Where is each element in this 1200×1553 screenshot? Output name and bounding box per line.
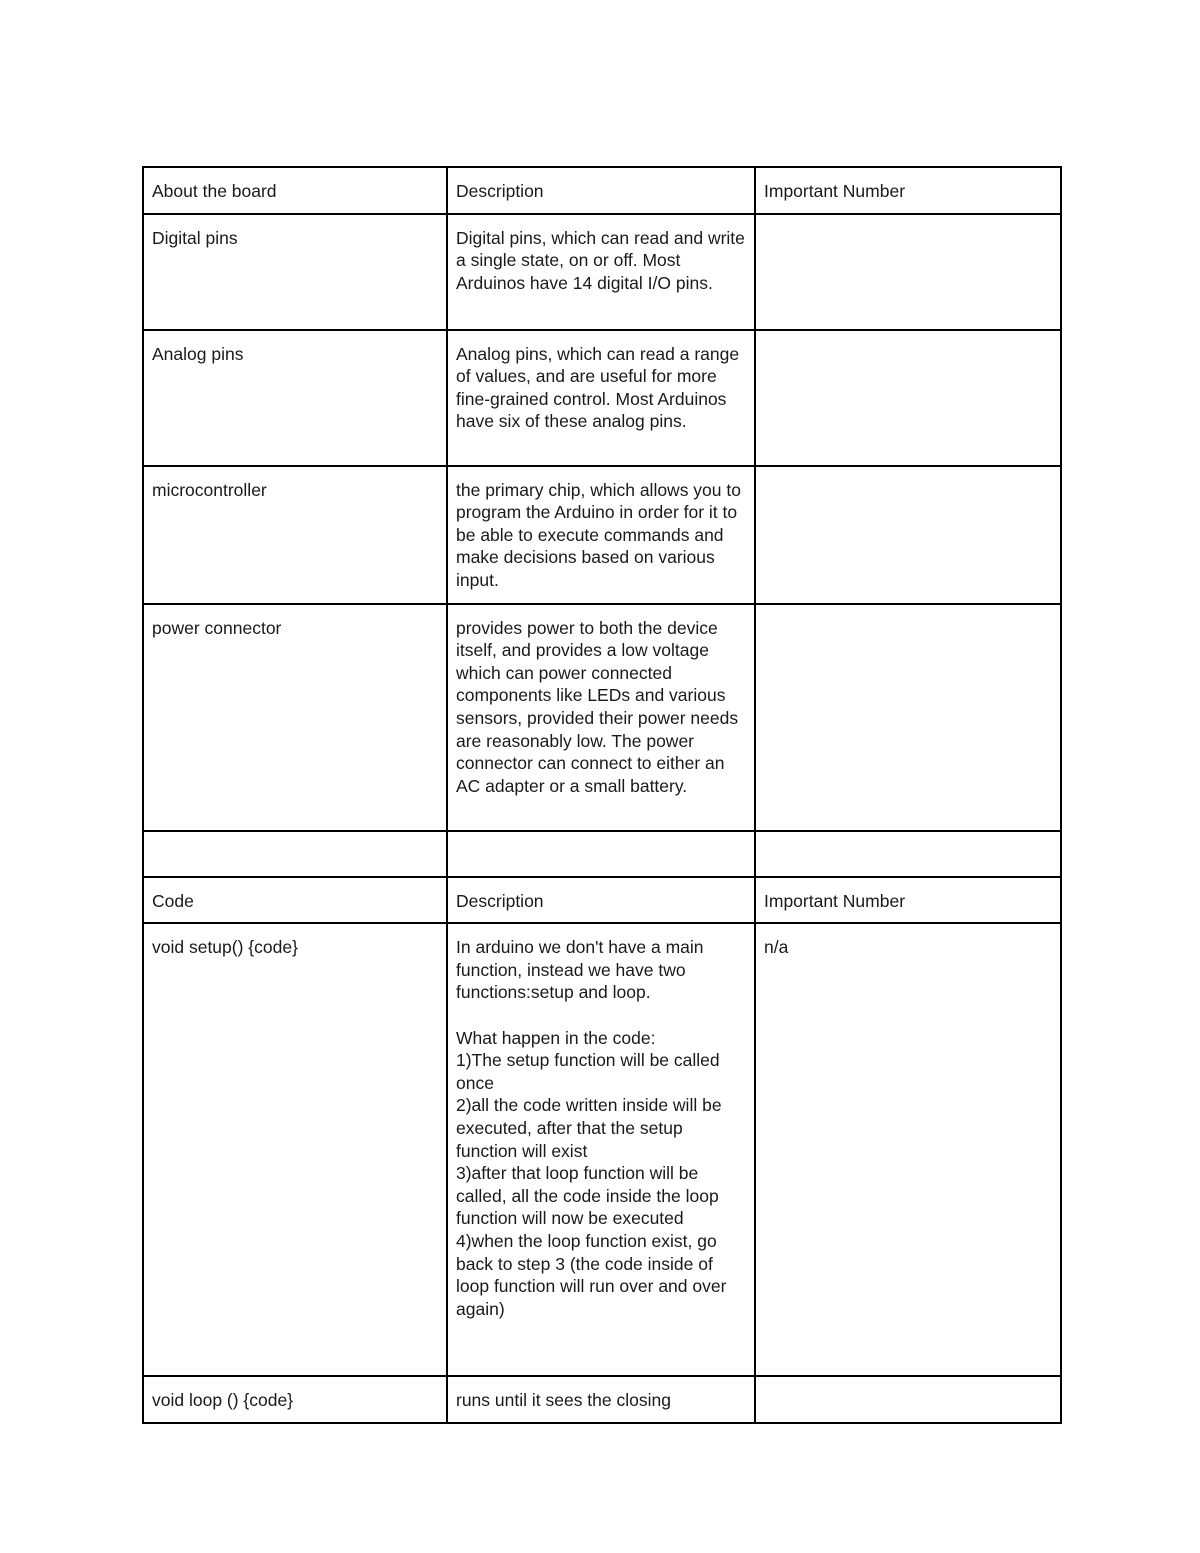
item-analog-pins: Analog pins: [143, 330, 447, 466]
header-description: Description: [447, 877, 755, 924]
important-number-cell: [755, 214, 1061, 330]
table-row: [143, 214, 1061, 330]
code-header-row: [143, 877, 1061, 924]
description-cell: the primary chip, which allows you to program the Arduino in order for it to be able to execute commands and make decisions based on various input.: [447, 466, 755, 604]
item-void-setup: void setup() {code}: [143, 923, 447, 1376]
header-description: Description: [447, 167, 755, 214]
important-number-cell: [755, 1376, 1061, 1423]
item-void-loop: void loop () {code}: [143, 1376, 447, 1423]
table-row: [143, 330, 1061, 466]
board-header-row: [143, 167, 1061, 214]
empty-cell: [755, 831, 1061, 877]
header-about-the-board: About the board: [143, 167, 447, 214]
table-row: [143, 466, 1061, 604]
empty-cell: [143, 831, 447, 877]
description-cell: In arduino we don't have a main function, instead we have two functions:setup and loop. What happen in the code: 1)The setup function will be called once 2)all the code written inside will be executed, after that the setup function will exist 3)after that loop function will be called, all the code inside the loop function will now be executed 4)when the loop function exist, go back to step 3 (the code inside of loop function will run over and over again): [447, 923, 755, 1376]
header-code: Code: [143, 877, 447, 924]
item-digital-pins: Digital pins: [143, 214, 447, 330]
table-row: [143, 923, 1061, 1376]
important-number-cell: [755, 466, 1061, 604]
empty-cell: [447, 831, 755, 877]
header-important-number: Important Number: [755, 167, 1061, 214]
arduino-notes-table: [142, 166, 1062, 1424]
table-row: [143, 604, 1061, 831]
important-number-cell: [755, 604, 1061, 831]
description-cell: Digital pins, which can read and write a single state, on or off. Most Arduinos have 14 digital I/O pins.: [447, 214, 755, 330]
table-row: [143, 1376, 1061, 1423]
header-important-number: Important Number: [755, 877, 1061, 924]
description-cell: provides power to both the device itself, and provides a low voltage which can power connected components like LEDs and various sensors, provided their power needs are reasonably low. The power connector can connect to either an AC adapter or a small battery.: [447, 604, 755, 831]
important-number-cell: n/a: [755, 923, 1061, 1376]
empty-spacer-row: [143, 831, 1061, 877]
important-number-cell: [755, 330, 1061, 466]
item-power-connector: power connector: [143, 604, 447, 831]
description-cell: Analog pins, which can read a range of values, and are useful for more fine-grained control. Most Arduinos have six of these analog pins.: [447, 330, 755, 466]
description-cell: runs until it sees the closing: [447, 1376, 755, 1423]
item-microcontroller: microcontroller: [143, 466, 447, 604]
